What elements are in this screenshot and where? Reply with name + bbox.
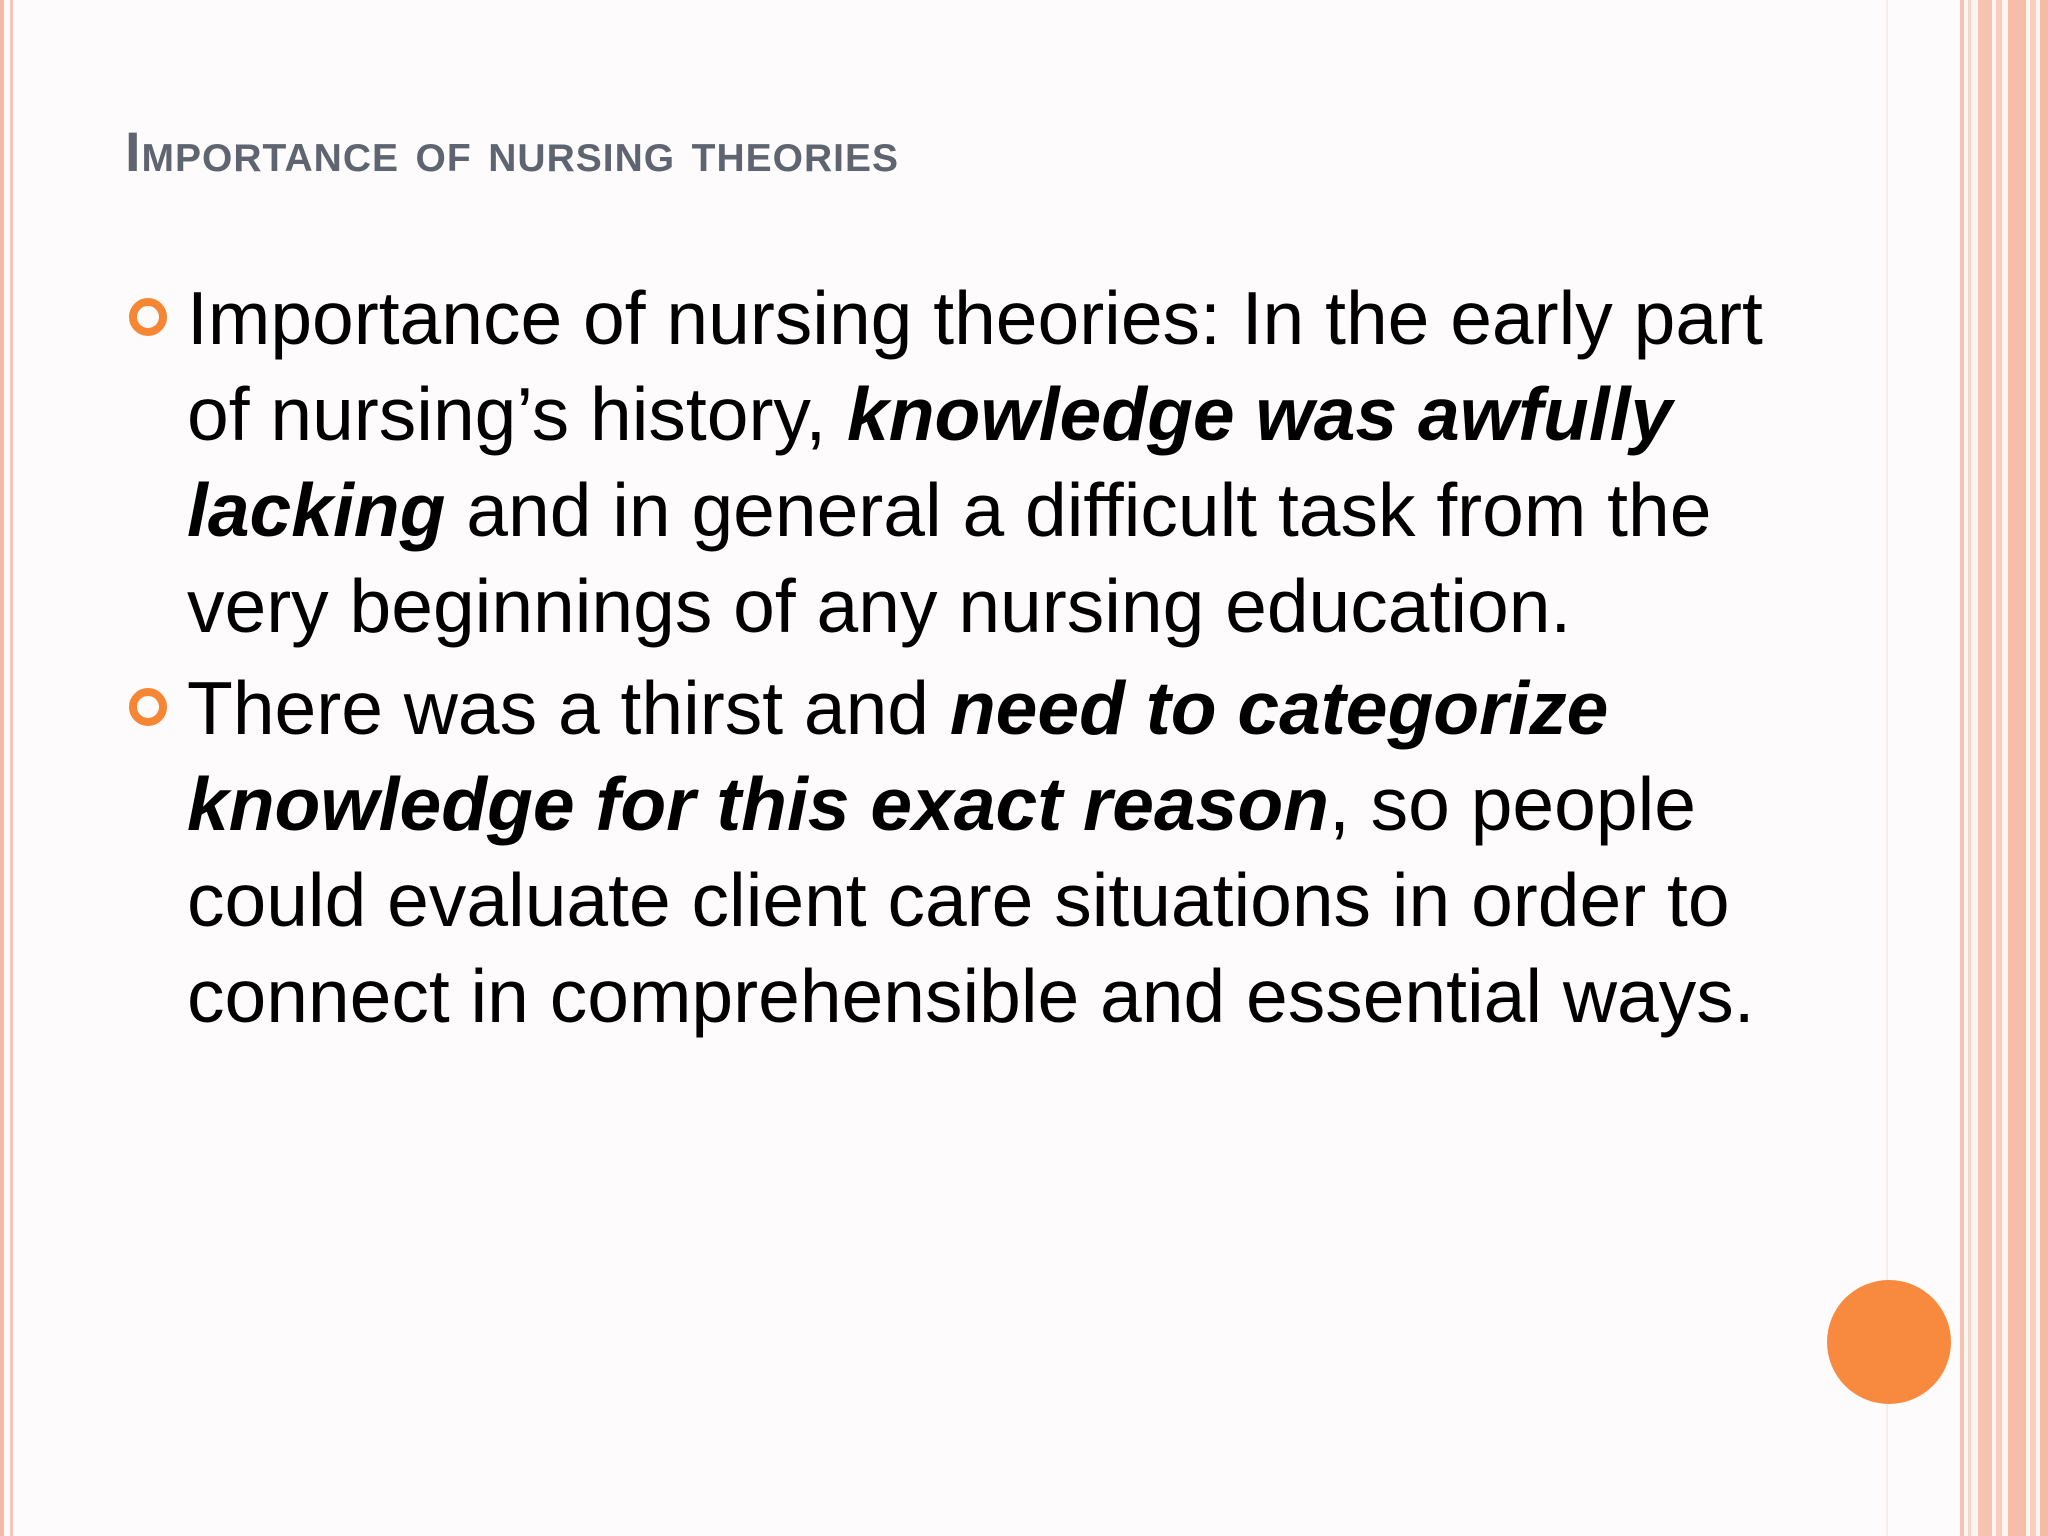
circle-bullet-icon <box>129 688 167 726</box>
bullet-item <box>125 270 1765 654</box>
bullet-text-plain: There was a thirst and <box>187 666 950 750</box>
bullet-text <box>187 276 1763 648</box>
left-edge-stripe-inner <box>10 0 13 1536</box>
circle-bullet-icon <box>129 298 167 336</box>
bullet-text-emphasis: need to categorize knowledge for this exact reason <box>187 666 1609 846</box>
right-stripe <box>1960 0 1964 1536</box>
left-edge-stripe <box>0 0 4 1536</box>
bullet-text-plain: and in general a difficult task from the very beginnings of any nursing education. <box>187 468 1712 648</box>
right-stripe <box>1978 0 1992 1536</box>
right-stripe <box>2008 0 2026 1536</box>
right-stripe <box>2040 0 2048 1536</box>
right-stripe <box>1968 0 1971 1536</box>
bullet-text <box>187 666 1755 1038</box>
right-stripe <box>2030 0 2036 1536</box>
right-stripe <box>1996 0 2002 1536</box>
bullet-item <box>125 660 1765 1044</box>
bullet-text-plain: Importance of nursing theories: In the early part of nursing’s history, <box>187 276 1763 456</box>
bullet-text-plain: , so people could evaluate client care situations in order to connect in comprehensible and essential ways. <box>187 762 1755 1038</box>
bullet-list <box>125 270 1765 1050</box>
accent-circle <box>1827 1280 1951 1404</box>
slide-title: Importance of nursing theories <box>125 120 900 183</box>
bullet-text-emphasis: knowledge was awfully lacking <box>187 372 1673 552</box>
